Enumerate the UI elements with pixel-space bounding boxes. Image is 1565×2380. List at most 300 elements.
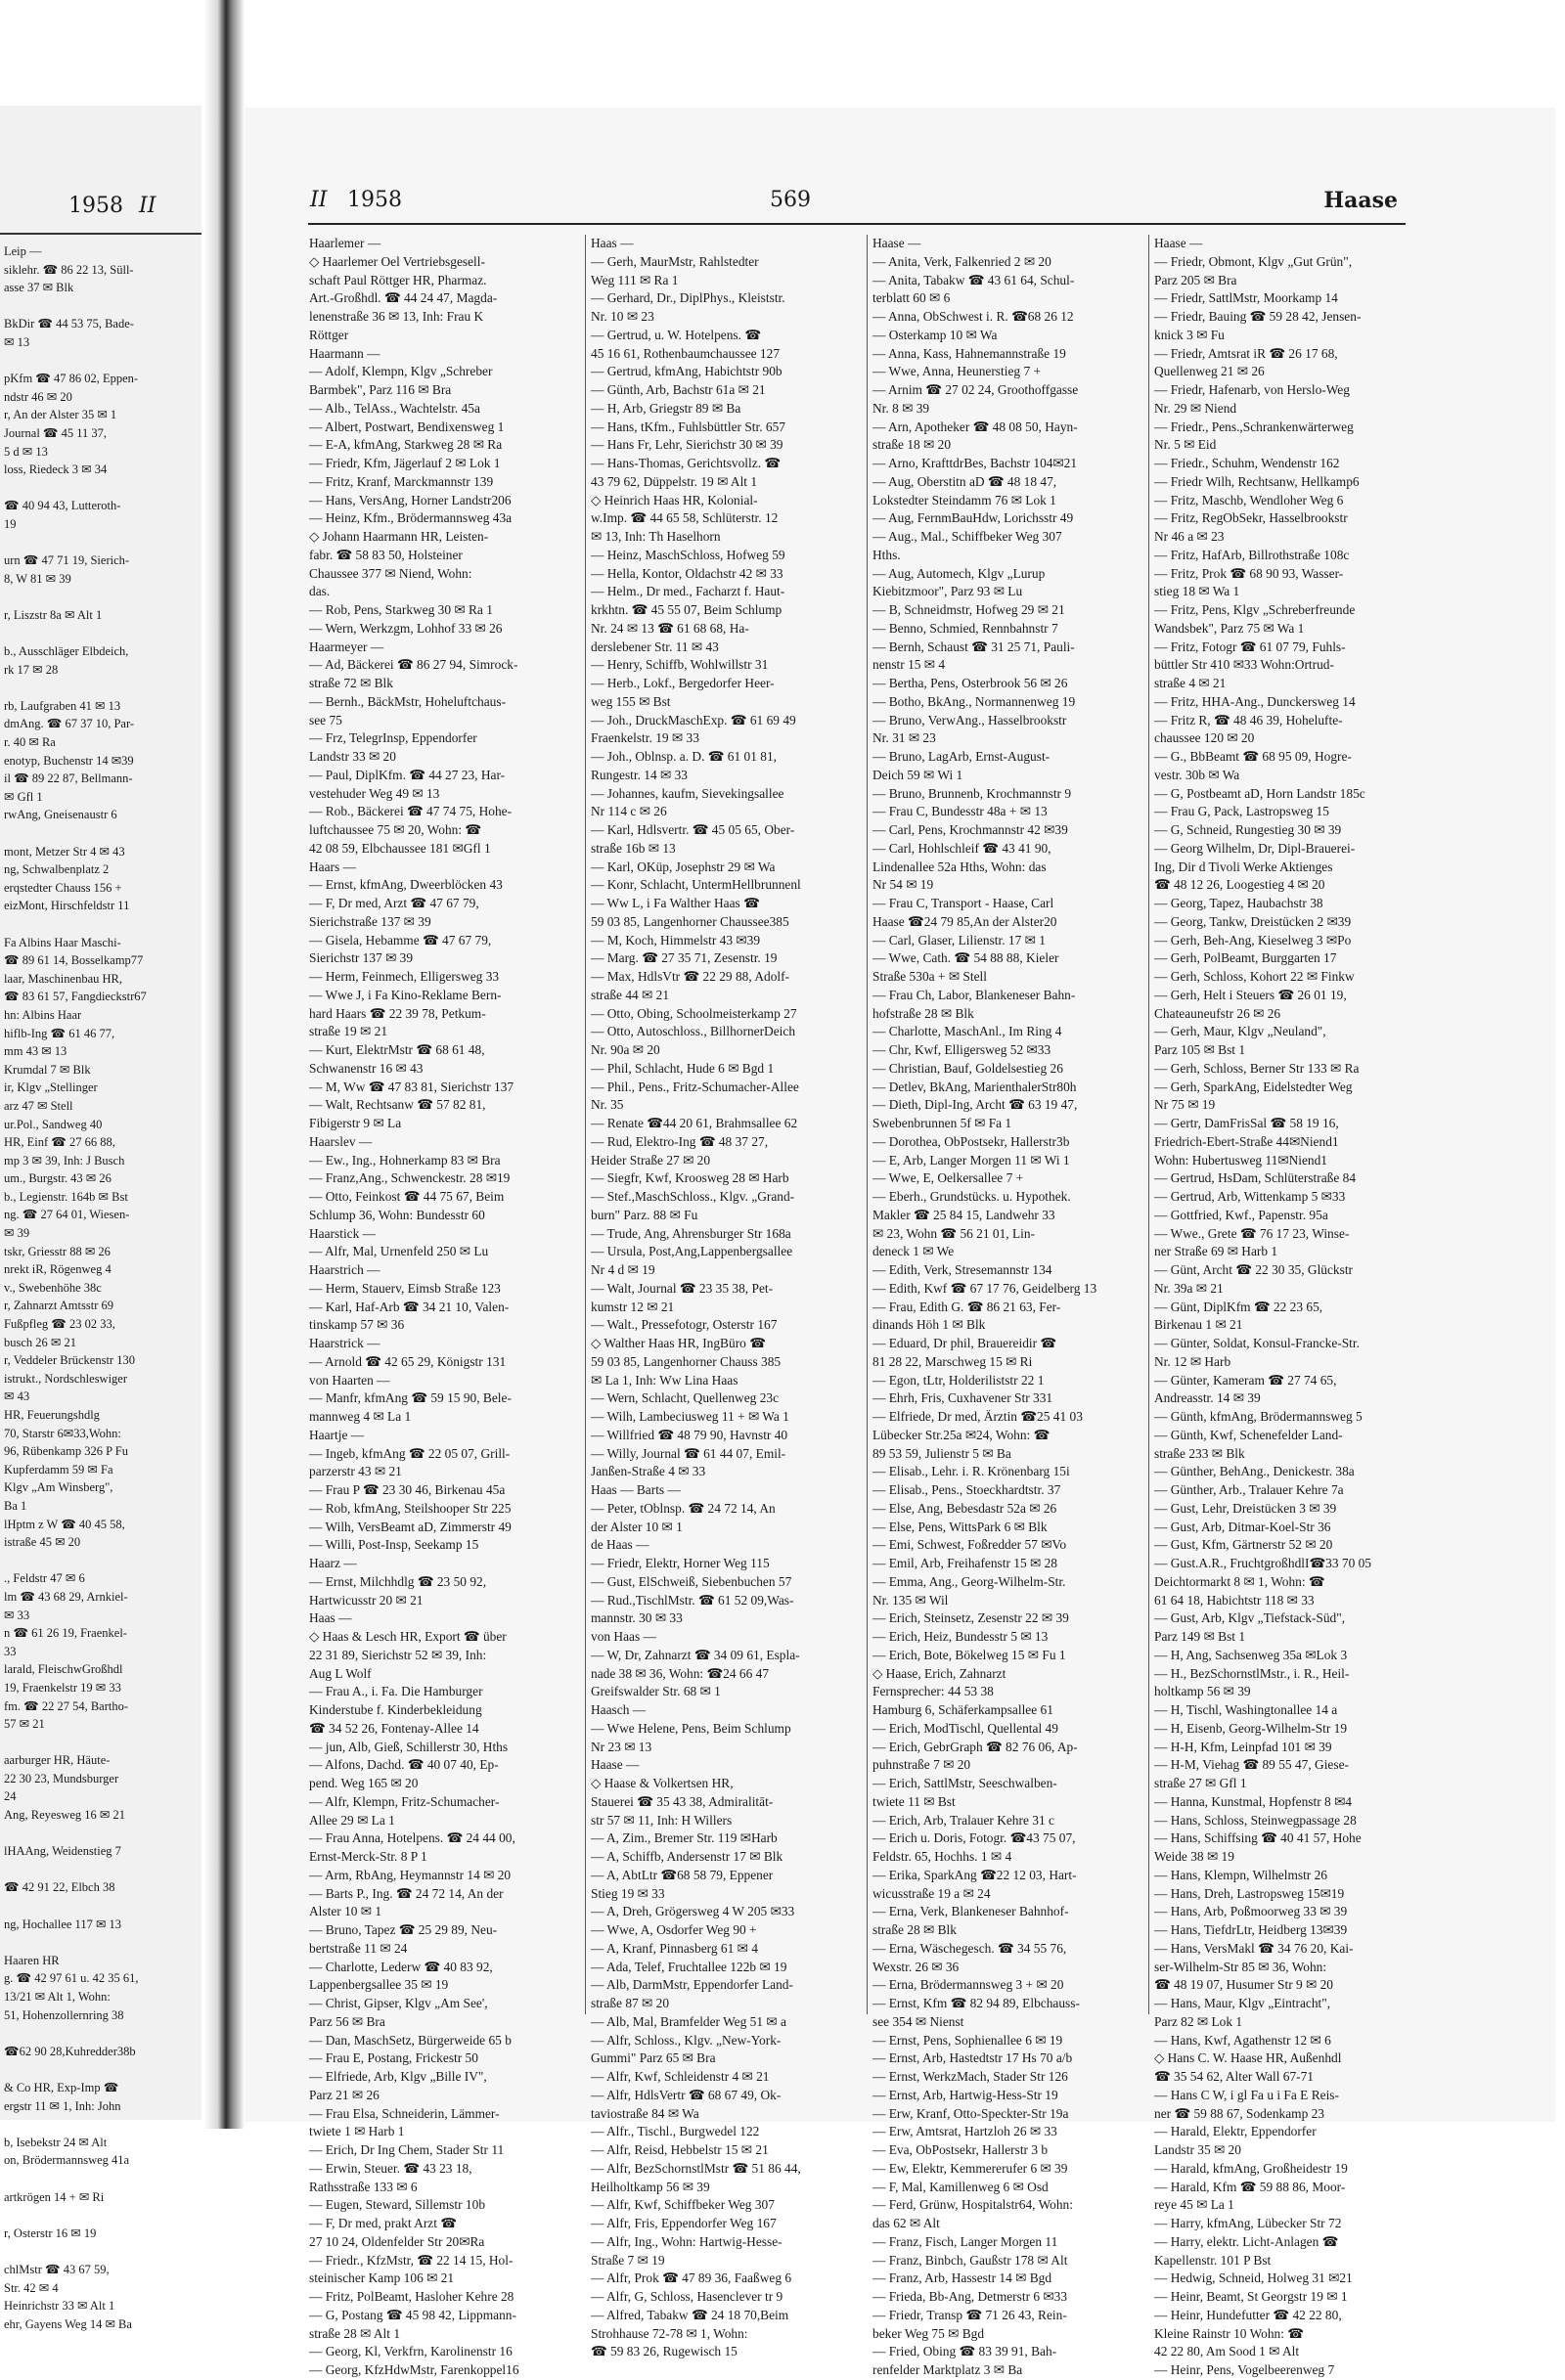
directory-entry-line: ☎ 40 94 43, Lutteroth- [4,499,121,513]
directory-entry-line: — Ursula, Post,Ang,Lappenbergsallee [591,1244,793,1259]
directory-entry-line: hn: Albins Haar [4,1007,82,1022]
directory-entry-line [4,915,198,934]
directory-entry-line [4,2242,198,2261]
directory-entry-line: — A, Dreh, Grögersweg 4 W 205 ✉33 [591,1904,795,1919]
directory-entry-line: Strohhause 72-78 ✉ 1, Wohn: [591,2325,748,2341]
page-number: 569 [770,188,811,212]
directory-entry-line: Sierichstr 137 ✉ 39 [309,950,414,966]
directory-entry-line: Landstr 33 ✉ 20 [309,749,396,764]
directory-entry-line: wicusstraße 19 a ✉ 24 [872,1885,991,1901]
directory-entry-line: bertstraße 11 ✉ 24 [309,1940,408,1956]
directory-entry-line: — Bruno, Brunnenb, Krochmannstr 9 [872,785,1072,801]
directory-entry-line: Schwanenstr 16 ✉ 43 [309,1060,424,1076]
directory-entry-line: 59 03 85, Langenhorner Chaussee385 [591,913,789,929]
directory-entry-line: — Friedr, Hafenarb, von Herslo-Weg [1154,382,1350,397]
directory-entry-line: — Günt, DiplKfm ☎ 22 23 65, [1154,1299,1323,1314]
directory-entry-line: Greifswalder Str. 68 ✉ 1 [591,1684,721,1699]
directory-entry-line: ✉ 23, Wohn ☎ 56 21 01, Lin- [872,1225,1036,1241]
directory-entry-line: 19, Fraenkelstr 19 ✉ 33 [4,1680,121,1695]
directory-entry-line: — Helm., Dr med., Facharzt f. Haut- [591,584,785,599]
directory-entry-line: holtkamp 56 ✉ 39 [1154,1684,1251,1699]
directory-entry-line: — Erich, Arb, Tralauer Kehre 31 c [872,1812,1054,1828]
directory-entry-line: 57 ✉ 21 [4,1717,45,1732]
directory-entry-line: — Franz, Arb, Hassestr 14 ✉ Bgd [872,2270,1052,2286]
directory-entry-line [4,1552,198,1570]
directory-entry-line: Parz 149 ✉ Bst 1 [1154,1629,1246,1644]
directory-entry-line: — Friedr., Pens.,Schrankenwärterweg [1154,419,1354,434]
directory-entry-line: — Benno, Schmied, Rennbahnstr 7 [872,620,1058,636]
directory-entry-line: — Georg, Tankw, Dreistücken 2 ✉39 [1154,913,1352,929]
directory-entry-line: — Erich, Dr Ing Chem, Stader Str 11 [309,2142,505,2157]
directory-entry-line: Nr. 31 ✉ 23 [872,730,936,746]
directory-entry-line: burn" Parz. 88 ✉ Fu [591,1207,698,1222]
directory-entry-line: Nr. 29 ✉ Niend [1154,400,1237,416]
directory-entry-line [4,624,198,642]
directory-entry-line: Fußpfleg ☎ 23 02 33, [4,1317,115,1332]
directory-entry-line: — Phil, Schlacht, Hude 6 ✉ Bgd 1 [591,1060,775,1076]
directory-entry-line: — Carl, Glaser, Lilienstr. 17 ✉ 1 [872,932,1046,948]
directory-entry-line: — Erw, Kranf, Otto-Speckter-Str 19a [872,2105,1069,2121]
directory-entry-line: Chateauneufstr 26 ✉ 26 [1154,1005,1281,1021]
directory-entry-line: Swebenbrunnen 5f ✉ Fa 1 [872,1116,1012,1130]
directory-entry-line: — Friedr., Schuhm, Wendenstr 162 [1154,456,1340,470]
directory-entry-line: lm ☎ 43 68 29, Arnkiel- [4,1589,128,1604]
directory-entry-line: ☎ 89 61 14, Bosselkamp77 [4,953,144,968]
directory-entry-line: loss, Riedeck 3 ✉ 34 [4,463,108,477]
directory-entry-line: — Wwe, A, Osdorfer Weg 90 + [591,1922,757,1937]
directory-entry-line: — Wern, Werkzgm, Lohhof 33 ✉ 26 [309,620,503,636]
directory-entry-line: Haarlemer — [309,236,381,250]
directory-entry-line: 33 [4,1644,17,1658]
directory-entry-line: — Heinr, Pens, Vogelbeerenweg 7 [1154,2362,1335,2377]
directory-entry-line [4,1861,198,1879]
directory-entry-line: — Frz, TelegrInsp, Eppendorfer [309,730,477,746]
directory-entry-line: ◇ Haase & Volkertsen HR, [591,1776,734,1790]
directory-entry-line: Haarstrich — [309,1262,380,1277]
directory-entry-line: — Heinz, Kfm., Brödermannsweg 43a [309,510,513,526]
directory-entry-line: von Haas — [591,1629,656,1644]
directory-entry-line: — Frau G, Pack, Lastropsweg 15 [1154,804,1329,819]
directory-entry-line: — Gisela, Hebamme ☎ 47 67 79, [309,932,492,948]
directory-entry-line: pend. Weg 165 ✉ 20 [309,1776,419,1790]
directory-entry-line: — Ew, Elektr, Kemmererufer 6 ✉ 39 [872,2160,1068,2176]
directory-entry-line: — Gerh, Schloss, Kohort 22 ✉ Finkw [1154,969,1355,984]
directory-entry-line: — Ernst, Arb, Hartwig-Hess-Str 19 [872,2087,1058,2102]
directory-entry-line: Parz 205 ✉ Bra [1154,272,1237,287]
directory-entry-line: straße 72 ✉ Blk [309,676,393,690]
directory-entry-line: — Friedr, Elektr, Horner Weg 115 [591,1556,770,1570]
directory-entry-line: Ernst-Merck-Str. 8 P 1 [309,1849,427,1864]
directory-entry-line: rk 17 ✉ 28 [4,662,59,677]
directory-entry-line: Haase — [591,1757,640,1773]
left-page-header [0,184,201,235]
directory-entry-line: ◇ Johann Haarmann HR, Leisten- [309,529,489,544]
directory-entry-line: — H., BezSchornstlMstr., i. R., Heil- [1154,1665,1350,1681]
directory-entry-line: — Gust, Lehr, Dreistücken 3 ✉ 39 [1154,1500,1337,1516]
directory-entry-line: ng, Schwalbenplatz 2 [4,862,110,877]
directory-entry-line: — Carl, Hohlschleif ☎ 43 41 90, [872,840,1051,856]
column-divider [867,235,868,2014]
directory-entry-line: 24 [4,1789,17,1804]
directory-entry-line: Nr. 35 [591,1097,624,1113]
directory-entry-line: 59 03 85, Langenhorner Chauss 385 [591,1353,782,1369]
directory-entry-line: ng. ☎ 27 64 01, Wiesen- [4,1208,130,1222]
directory-entry-line: — Rud.,TischlMstr. ☎ 61 52 09,Was- [591,1592,794,1608]
directory-entry-line: — Friedr., KfzMstr, ☎ 22 14 15, Hol- [309,2252,514,2268]
directory-entry-line: laar, Maschinenbau HR, [4,971,122,986]
directory-entry-line: Birkenau 1 ✉ 21 [1154,1317,1243,1333]
directory-entry-line: renfelder Marktplatz 3 ✉ Ba [872,2362,1023,2377]
directory-entry-line: — E, Arb, Langer Morgen 11 ✉ Wi 1 [872,1152,1070,1168]
directory-entry-line: — Renate ☎44 20 61, Brahmsallee 62 [591,1116,798,1130]
directory-entry-line: — Hans, Klempn, Wilhelmstr 26 [1154,1867,1327,1882]
directory-entry-line: ner Straße 69 ✉ Harb 1 [1154,1244,1278,1259]
book-binding [203,0,245,2129]
directory-entry-line: 19 [4,516,17,531]
directory-entry-line: ◇ Hans C. W. Haase HR, Außenhdl [1154,2050,1342,2066]
directory-entry-line: Janßen-Straße 4 ✉ 33 [591,1464,706,1479]
directory-entry-line: — Erich, SattlMstr, Seeschwalben- [872,1776,1057,1790]
directory-entry-line: — Georg, Tapez, Haubachstr 38 [1154,896,1323,910]
directory-entry-line: Haarmeyer — [309,639,384,654]
directory-entry-line: ir, Klgv „Stellinger [4,1080,98,1095]
directory-entry-line: ur.Pol., Sandweg 40 [4,1117,103,1131]
directory-entry-line: Haarstrick — [309,1336,380,1350]
directory-entry-line: — Arm, RbAng, Heymannstr 14 ✉ 20 [309,1867,512,1882]
directory-entry-line: — Hans, Maur, Klgv „Eintracht", [1154,1996,1331,2010]
directory-entry-line [4,2206,198,2225]
directory-entry-line: — Manfr, kfmAng ☎ 59 15 90, Bele- [309,1390,512,1406]
directory-entry-line: schaft Paul Röttger HR, Pharmaz. [309,272,487,287]
directory-entry-line: — Fritz, Pens, Klgv „Schreberfreunde [1154,602,1356,617]
directory-entry-line: — Erich, Heiz, Bundesstr 5 ✉ 13 [872,1629,1049,1644]
directory-entry-line: Haasch — [591,1702,647,1717]
directory-entry-line: — Eduard, Dr phil, Brauereidir ☎ [872,1336,1057,1350]
directory-entry-line: Barmbek", Parz 116 ✉ Bra [309,382,452,397]
directory-entry-line: — Botho, BkAng., Normannenweg 19 [872,693,1076,709]
directory-entry-line: luftchaussee 75 ✉ 20, Wohn: ☎ [309,822,482,837]
directory-entry-line: lHptm z W ☎ 40 45 58, [4,1517,125,1531]
directory-entry-line: straße 87 ✉ 20 [591,1996,670,2010]
directory-entry-line: — Ingeb, kfmAng ☎ 22 05 07, Grill- [309,1445,511,1461]
directory-entry-line: tinskamp 57 ✉ 36 [309,1317,405,1333]
directory-entry-line: 45 16 61, Rothenbaumchaussee 127 [591,345,781,361]
directory-entry-line: Haase — [872,236,921,250]
directory-entry-line: — M, Ww ☎ 47 83 81, Sierichstr 137 [309,1079,514,1094]
directory-entry-line: — Alfr, BezSchornstlMstr ☎ 51 86 44, [591,2160,801,2176]
directory-entry-line: hofstraße 28 ✉ Blk [872,1005,974,1021]
directory-entry-line: ☎ 48 12 26, Loogestieg 4 ✉ 20 [1154,877,1325,893]
directory-entry-line: — Dorothea, ObPostsekr, Hallerstr3b [872,1133,1070,1149]
directory-entry-line: Friedrich-Ebert-Straße 44✉Niend1 [1154,1133,1339,1149]
directory-entry-line: — Erna, Verk, Blankeneser Bahnhof- [872,1904,1069,1919]
directory-entry-line: Kupferdamm 59 ✉ Fa [4,1462,113,1476]
directory-entry-line: das. [309,584,331,599]
directory-entry-line: ☎ 59 83 26, Rugewisch 15 [591,2344,738,2359]
directory-entry-line: Haarstick — [309,1225,377,1241]
directory-entry-line: — Gertrud, u. W. Hotelpens. ☎ [591,327,761,342]
directory-entry-line: — Gerh, PolBeamt, Burggarten 17 [1154,950,1337,966]
directory-entry-line: — Gottfried, Kwf., Papenstr. 95a [1154,1207,1328,1222]
directory-entry-line: — Heinr, Beamt, St Georgstr 19 ✉ 1 [1154,2289,1348,2304]
directory-entry-line: Haars — [309,859,356,874]
directory-entry-line: pKfm ☎ 47 86 02, Eppen- [4,372,139,386]
directory-entry-line: HR, Feuerungshdlg [4,1408,100,1422]
directory-entry-line: — Gerh, Helt i Steuers ☎ 26 01 19, [1154,987,1347,1002]
directory-entry-line: Andreasstr. 14 ✉ 39 [1154,1390,1261,1406]
directory-entry-line: str 57 ✉ 11, Inh: H Willers [591,1812,733,1828]
directory-entry-line: Nr 46 a ✉ 23 [1154,529,1225,544]
directory-entry-line: Gummi" Parz 65 ✉ Bra [591,2050,716,2066]
directory-entry-line: ✉ 13, Inh: Th Haselhorn [591,529,721,544]
directory-entry-line: 27 10 24, Oldenfelder Str 20✉Ra [309,2233,485,2249]
directory-entry-line: — Aug, Oberstitn aD ☎ 48 18 47, [872,473,1057,489]
directory-entry-line: de Haas — [591,1537,649,1553]
directory-entry-line: Ang, Reyesweg 16 ✉ 21 [4,1808,125,1823]
directory-entry-line: — Dan, MaschSetz, Bürgerweide 65 b [309,2032,512,2048]
directory-entry-line: larald, FleischwGroßhdl [4,1662,123,1677]
page-keyword: Haase [1323,188,1398,213]
directory-entry-line: — Fritz, Prok ☎ 68 90 93, Wasser- [1154,565,1344,581]
directory-entry-line: r, Zahnarzt Amtsstr 69 [4,1299,113,1313]
directory-entry-line: — Erwin, Steuer. ☎ 43 23 18, [309,2160,472,2176]
directory-entry-line: mannstr. 30 ✉ 33 [591,1610,683,1626]
directory-entry-line: Fa Albins Haar Maschi- [4,935,121,949]
directory-entry-line: Fibigerstr 9 ✉ La [309,1116,402,1130]
directory-entry-line: — Hans, Arb, Poßmoorweg 33 ✉ 39 [1154,1904,1348,1919]
directory-entry-line: Nr 54 ✉ 19 [872,877,934,893]
directory-entry-line: — Gerhard, Dr., DiplPhys., Kleiststr. [591,290,785,306]
directory-entry-line: hiflb-Ing ☎ 61 46 77, [4,1026,115,1040]
directory-entry-line: ☎ 48 19 07, Husumer Str 9 ✉ 20 [1154,1977,1334,1993]
page-section: II [310,188,328,212]
directory-entry-line: — Gust, Arb, Klgv „Tiefstack-Süd", [1154,1610,1346,1626]
directory-entry-line: straße 18 ✉ 20 [872,437,952,453]
directory-entry-line: — Erich, Bote, Bökelweg 15 ✉ Fu 1 [872,1647,1066,1662]
directory-entry-line: 22 31 89, Sierichstr 52 ✉ 39, Inh: [309,1647,487,1662]
directory-entry-line: — Günther, Arb., Tralauer Kehre 7a [1154,1482,1344,1497]
directory-entry-line: 89 53 59, Julienstr 5 ✉ Ba [872,1445,1011,1461]
directory-entry-line: Lübecker Str.25a ✉24, Wohn: ☎ [872,1427,1051,1442]
directory-entry-line: 8, W 81 ✉ 39 [4,571,71,586]
directory-entry-line: 5 d ✉ 13 [4,444,48,459]
directory-entry-line: mp 3 ✉ 39, Inh: J Busch [4,1153,125,1168]
directory-entry-line: see 75 [309,712,342,727]
directory-entry-line: Nr. 12 ✉ Harb [1154,1353,1231,1369]
directory-entry-line: — Gust, ElSchweiß, Siebenbuchen 57 [591,1573,792,1589]
directory-entry-line: — Hans, VersMakl ☎ 34 76 20, Kai- [1154,1940,1354,1956]
directory-entry-line: — Dieth, Dipl-Ing, Archt ☎ 63 19 47, [872,1097,1078,1113]
directory-entry-line: ner ☎ 59 88 67, Sodenkamp 23 [1154,2105,1324,2121]
directory-entry-line: Nr 23 ✉ 13 [591,1739,652,1754]
directory-entry-line: HR, Einf ☎ 27 66 88, [4,1135,115,1150]
directory-entry-line: — Walt, Journal ☎ 23 35 38, Pet- [591,1280,774,1296]
directory-entry-line: — Ehrh, Fris, Cuxhavener Str 331 [872,1390,1053,1406]
directory-entry-line: Nr. 8 ✉ 39 [872,400,930,416]
directory-entry-line: — Günth, Arb, Bachstr 61a ✉ 21 [591,382,766,397]
directory-entry-line: r. 40 ✉ Ra [4,735,56,750]
directory-entry-line: — Erna, Brödermannsweg 3 + ✉ 20 [872,1977,1064,1993]
directory-entry-line: Haase ☎24 79 85,An der Alster20 [872,913,1057,929]
directory-entry-line: — Stef.,MaschSchloss., Klgv. „Grand- [591,1189,795,1204]
directory-entry-line: — Fritz, PolBeamt, Hasloher Kehre 28 [309,2289,514,2304]
directory-entry-line: — Wwe, Anna, Heunerstieg 7 + [872,364,1042,379]
directory-entry-line: Aug L Wolf [309,1665,372,1681]
directory-entry-line: ndstr 46 ✉ 20 [4,389,72,404]
directory-entry-line: Deichtormarkt 8 ✉ 1, Wohn: ☎ [1154,1573,1325,1589]
directory-entry-line: — Eberh., Grundstücks. u. Hypothek. [872,1189,1071,1204]
directory-entry-line: Hamburg 6, Schäferkampsallee 61 [872,1702,1053,1717]
directory-entry-line: — Günth, kfmAng, Brödermannsweg 5 [1154,1409,1363,1424]
directory-entry-line: — Bernh, Schaust ☎ 31 25 71, Pauli- [872,639,1075,654]
directory-entry-line: il ☎ 89 22 87, Bellmann- [4,771,133,786]
directory-entry-line: Nr. 90a ✉ 20 [591,1042,660,1057]
directory-entry-line: arz 47 ✉ Stell [4,1098,73,1113]
directory-entry-line: — G, Postbeamt aD, Horn Landstr 185c [1154,785,1365,801]
directory-entry-line: 42 08 59, Elbchaussee 181 ✉Gfl 1 [309,840,491,856]
directory-entry-line [4,824,198,843]
directory-entry-line: terblatt 60 ✉ 6 [872,290,951,306]
directory-entry-line: — Frau P ☎ 23 30 46, Birkenau 45a [309,1482,506,1497]
directory-entry-line: — A, AbtLtr ☎68 58 79, Eppener [591,1867,774,1882]
directory-entry-line: — Walt., Pressefotogr, Osterstr 167 [591,1317,778,1333]
directory-entry-line: — Eva, ObPostsekr, Hallerstr 3 b [872,2142,1049,2157]
directory-entry-line: twiete 11 ✉ Bst [872,1793,956,1809]
directory-entry-line: Weg 111 ✉ Ra 1 [591,272,679,287]
directory-entry-line: — Anna, ObSchwest i. R. ☎68 26 12 [872,309,1074,324]
directory-entry-line: — Trude, Ang, Ahrensburger Str 168a [591,1225,791,1241]
directory-entry-line: — Frau Ch, Labor, Blankeneser Bahn- [872,987,1076,1002]
directory-entry-line: — Harald, kfmAng, Großheidestr 19 [1154,2160,1348,2176]
directory-entry-line: — Günther, BehAng., Denickestr. 38a [1154,1464,1355,1479]
directory-entry-line: — Erich, ModTischl, Quellental 49 [872,1720,1058,1736]
directory-entry-line: w.Imp. ☎ 44 65 58, Schlüterstr. 12 [591,510,779,526]
directory-entry-line: Parz 82 ✉ Lok 1 [1154,2013,1243,2029]
directory-entry-line [4,479,198,498]
directory-entry-line: — Alfons, Dachd. ☎ 40 07 40, Ep- [309,1757,499,1773]
directory-entry-line: nenstr 15 ✉ 4 [872,657,946,673]
directory-entry-line: — Ww L, i Fa Walther Haas ☎ [591,896,760,910]
directory-entry-line [4,588,198,606]
directory-entry-line: ✉ 43 [4,1389,30,1404]
directory-entry-line: — Aug, Automech, Klgv „Lurup [872,565,1046,581]
directory-entry-line: — Alfr, Kwf, Schleidenstr 4 ✉ 21 [591,2069,770,2084]
directory-entry-line: — Harry, kfmAng, Lübecker Str 72 [1154,2216,1342,2230]
directory-entry-line: — Harald, Kfm ☎ 59 88 86, Moor- [1154,2179,1346,2194]
column-divider [585,235,586,2014]
directory-entry-line: Nr 114 c ✉ 26 [591,804,667,819]
directory-entry-line: lHAAng, Weidenstieg 7 [4,1844,121,1859]
directory-entry-line: — Ernst, Kfm ☎ 82 94 89, Elbchauss- [872,1996,1080,2010]
directory-entry-line: Nr 4 d ✉ 19 [591,1262,655,1277]
directory-entry-line: — Franz, Fisch, Langer Morgen 11 [872,2233,1058,2249]
directory-entry-line: — Karl, Hdlsvertr. ☎ 45 05 65, Ober- [591,822,795,837]
directory-entry-line: — Rud, Elektro-Ing ☎ 48 37 27, [591,1133,769,1149]
directory-entry-line: — Elfriede, Dr med, Ärztin ☎25 41 03 [872,1409,1083,1424]
directory-entry-line: Fraenkelstr. 19 ✉ 33 [591,730,699,746]
directory-entry-line: — Alfred, Tabakw ☎ 24 18 70,Beim [591,2307,789,2322]
directory-entry-line: Journal ☎ 45 11 37, [4,425,108,440]
directory-entry-line [4,1897,198,1916]
directory-entry-line: aarburger HR, Häute- [4,1753,111,1768]
directory-entry-line: knick 3 ✉ Fu [1154,327,1225,342]
directory-entry-line: — Alb, Mal, Bramfelder Weg 51 ✉ a [591,2013,786,2029]
directory-entry-line: — Arn, Apotheker ☎ 48 08 50, Hayn- [872,419,1078,434]
directory-entry-line: siklehr. ☎ 86 22 13, Süll- [4,262,134,277]
directory-entry-line: — M, Koch, Himmelstr 43 ✉39 [591,932,761,948]
directory-entry-line: — Else, Ang, Bebesdastr 52a ✉ 26 [872,1500,1057,1516]
directory-entry-line: Haas — [591,236,634,250]
directory-entry-line: — Alfr, Klempn, Fritz-Schumacher- [309,1793,500,1809]
directory-entry-line: — Hans, Dreh, Lastropsweg 15✉19 [1154,1885,1345,1901]
directory-entry-line: — Rob, Pens, Starkweg 30 ✉ Ra 1 [309,602,493,617]
directory-entry-line: ser-Wilhelm-Str 85 ✉ 36, Wohn: [1154,1959,1327,1974]
directory-entry-line: — Peter, tOblnsp. ☎ 24 72 14, An [591,1500,776,1516]
directory-entry-line: Hths. [872,547,901,562]
directory-entry-line: — Ada, Telef, Fruchtallee 122b ✉ 19 [591,1959,787,1974]
directory-column-3 [872,235,1142,2377]
directory-entry-line: straße 16b ✉ 13 [591,840,676,856]
directory-entry-line: taviostraße 84 ✉ Wa [591,2105,699,2121]
left-page-year: 1958 [68,194,123,218]
directory-entry-line: v., Swebenhöhe 38c [4,1280,102,1295]
directory-entry-line: r, Veddeler Brückenstr 130 [4,1353,135,1368]
directory-entry-line: — Willfried ☎ 48 79 90, Havnstr 40 [591,1427,788,1442]
directory-entry-line: — Erich, Steinsetz, Zesenstr 22 ✉ 39 [872,1610,1069,1626]
column-divider [1148,235,1149,2014]
directory-entry-line: enotyp, Buchenstr 14 ✉39 [4,753,134,768]
directory-entry-line: — Alfr, HdlsVertr ☎ 68 67 49, Ok- [591,2087,782,2102]
directory-entry-line: Röttger [309,327,349,342]
directory-entry-line: ✉ 33 [4,1608,30,1622]
left-page-section: II [139,194,156,218]
directory-entry-line: b, Isebekstr 24 ✉ Alt [4,2135,108,2149]
directory-entry-line: Allee 29 ✉ La 1 [309,1812,395,1828]
directory-entry-line [4,2060,198,2079]
directory-entry-line: — Heinr, Hundefutter ☎ 42 22 80, [1154,2307,1342,2322]
directory-entry-line: — Max, HdlsVtr ☎ 22 29 88, Adolf- [591,969,790,984]
directory-entry-line: derslebener Str. 11 ✉ 43 [591,639,719,654]
directory-entry-line: & Co HR, Exp-Imp ☎ [4,2080,119,2094]
directory-entry-line: — Erw, Amtsrat, Hartzloh 26 ✉ 33 [872,2124,1057,2139]
directory-entry-line: — Ernst, WerkzMach, Stader Str 126 [872,2069,1068,2084]
directory-entry-line: BkDir ☎ 44 53 75, Bade- [4,317,134,331]
directory-entry-line: ☎62 90 28,Kuhredder38b [4,2044,136,2058]
directory-entry-line: — H, Arb, Griegstr 89 ✉ Ba [591,400,741,416]
directory-entry-line: — Georg, KfzHdwMstr, Farenkoppel16 [309,2362,519,2377]
directory-entry-line: — Erich, GebrGraph ☎ 82 76 06, Ap- [872,1739,1078,1754]
directory-entry-line: der Alster 10 ✉ 1 [591,1519,683,1534]
directory-entry-line: weg 155 ✉ Bst [591,693,671,709]
directory-entry-line: Nr 75 ✉ 19 [1154,1097,1216,1113]
directory-entry-line: — Alfr, Kwf, Schiffbeker Weg 307 [591,2197,775,2213]
directory-entry-line: — Hedwig, Schneid, Holweg 31 ✉21 [1154,2270,1353,2286]
directory-entry-line: artkrögen 14 + ✉ Ri [4,2189,105,2204]
directory-entry-line: — Fritz, HafArb, Billrothstraße 108c [1154,547,1350,562]
directory-entry-line: — Alfr, G, Schloss, Hasenclever tr 9 [591,2289,783,2304]
directory-entry-line: — Alfr., Tischl., Burgwedel 122 [591,2124,760,2139]
directory-entry-line: see 354 ✉ Nienst [872,2013,964,2029]
directory-entry-line: — Albert, Postwart, Bendixensweg 1 [309,419,505,434]
directory-entry-line: r, Osterstr 16 ✉ 19 [4,2226,97,2240]
directory-entry-line: Chaussee 377 ✉ Niend, Wohn: [309,565,472,581]
directory-entry-line: Alster 10 ✉ 1 [309,1904,382,1919]
directory-entry-line: — Gertrud, Arb, Wittenkamp 5 ✉33 [1154,1189,1346,1204]
directory-entry-line: — Karl, Haf-Arb ☎ 34 21 10, Valen- [309,1299,510,1314]
directory-entry-line: — Else, Pens, WittsPark 6 ✉ Blk [872,1519,1048,1534]
directory-entry-line: — A, Zim., Bremer Str. 119 ✉Harb [591,1830,778,1846]
directory-entry-line: straße 233 ✉ Blk [1154,1445,1245,1461]
